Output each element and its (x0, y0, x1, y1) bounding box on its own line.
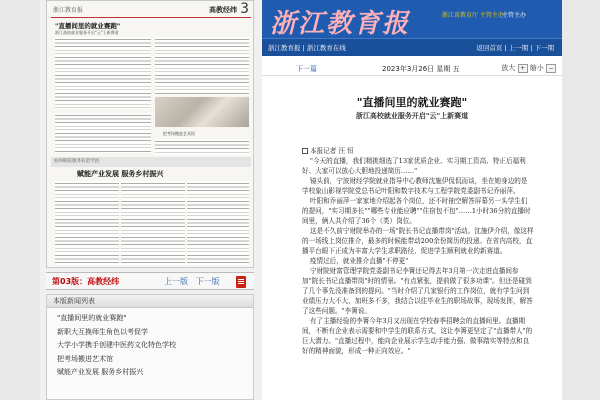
next-article-link[interactable]: 下一篇 (296, 65, 317, 73)
thumbnail-photo-caption[interactable]: 把考场搬进艺术馆 (163, 131, 195, 136)
thumbnail-logo: 浙江教育报 (53, 7, 84, 14)
zoom-controls (501, 63, 556, 73)
list-item[interactable]: 把考场搬进艺术馆 (57, 354, 113, 363)
article (262, 78, 562, 400)
article-paragraph: 这是不久前宁财院举办的一场"院长书记直播带岗"活动。沈施伊介绍，像这样的一场线上岗位推介，最多的时候能带动200余份简历的投递。在省内高校，直播平台眼下正成为丰富大学生求职路径、促进学生顺利就业的新赛道。 (302, 227, 534, 255)
article-byline (302, 146, 534, 156)
article-paragraph: 有了主播经验的李箐今年3月又出现在学校春季招聘会的直播间里。直播期间，不断有企业表示需要和中学生的联系方式，这让李箐更坚定了"直播带人"的巨大潜力。"直播过程中，能向企业展示学生动手能力强、做事踏实等特点和良好的精神面貌，形成一种正向效应。" (302, 317, 533, 355)
list-item[interactable]: 大学小学携手创建中医药文化特色学校 (57, 341, 176, 349)
byline-box-icon (302, 148, 308, 154)
zoom-in-label: 放大 (501, 64, 516, 72)
thumbnail-text-block (55, 113, 151, 153)
masthead-title: 浙江教育报 (270, 9, 411, 38)
article-list-heading: 本版新闻列表 (47, 295, 253, 308)
pdf-icon[interactable] (236, 276, 246, 288)
masthead-sponsor: 浙江省教育厅 主管主办 (442, 12, 504, 19)
list-item[interactable]: 赋能产业发展 服务乡村振兴 (57, 368, 144, 376)
thumbnail-text-block (155, 139, 249, 155)
prev-issue-link[interactable]: 上一期 (508, 44, 529, 52)
article-paragraph: 叶阳和乔丽萍一家家地介绍起各个岗位，还不时抽空解答屏幕另一头学生们的提问，"实习期多长""哪些专业能应聘""住宿包不包"……1小时36分的直播时间里，俩人共介绍了36个（类）岗位。 (302, 197, 531, 225)
article-paragraph: 疫情过后，就业推介直播"不停更" (309, 257, 409, 265)
list-item[interactable]: 新职大互换师生角色以考促学 (57, 327, 148, 336)
article-toolbar (262, 62, 562, 76)
article-paragraph: "今天的直播，我们精挑细选了13家优质企业、实习期工资高、特正后福利好、大家可以放心大胆地投递简历……" (302, 157, 526, 175)
thumbnail-text-block (155, 37, 249, 95)
issue-nav: 返回首页 | 上一期 | 下一期 (476, 44, 554, 52)
list-item[interactable]: "直播间里的就业赛跑" (57, 314, 127, 322)
pager-nav (164, 276, 220, 287)
current-page-label: 第03版：高教经纬 (52, 277, 120, 286)
masthead (262, 0, 562, 38)
left-panel (40, 0, 262, 400)
zoom-in-button[interactable]: + (518, 64, 528, 73)
reader-panel (262, 0, 562, 400)
zoom-out-button[interactable]: − (546, 64, 556, 73)
thumbnail-page-number: 3 (240, 1, 249, 17)
thumbnail-header (51, 1, 251, 18)
thumbnail-text-block (55, 37, 151, 109)
thumbnail-text-block (121, 181, 185, 265)
thumbnail-text-block (55, 181, 119, 265)
prev-page-link[interactable]: 上一版 (164, 277, 188, 286)
home-link[interactable]: 返回首页 (476, 44, 503, 52)
article-paragraph: 宁财院财富管理学院党委副书记李箐还记得去年3月第一次走进直播间参加"院长书记直播带岗"时的情景。"有点紧张，提前做了很多功课"。但还是碰到了几个事先没准备到的提问。"当时介绍了几家银行的工作岗位，就有学生问到业绩压力大不大、加班多不多，我结合以往毕业生的职场故事，现场发挥，解答了这些问题。"李箐说。 (302, 267, 533, 315)
article-title: "直播间里的就业赛跑" (356, 96, 468, 109)
thumbnail-banner: 杭州职院服务驻留学团 (51, 157, 251, 167)
thumbnail-text-block (187, 181, 249, 265)
thumbnail-section-label: 高教经纬 (209, 6, 237, 14)
zoom-out-label: 缩小 (529, 64, 544, 72)
nav-subbar (262, 38, 562, 56)
article-list (46, 294, 254, 400)
article-paragraph: 镜头前，宁波财经学院就业指导中心教师沈施伊侃侃而谈，坐在她身边的是学校象山影视学院党总书记叶阳和数字技术与工程学院党委副书记乔丽萍。 (302, 177, 528, 195)
thumbnail-lead-subtitle: 浙江高校就业服务开启"云"上新赛道 (55, 30, 119, 35)
byline-text: 本报记者 汪 恒 (310, 147, 354, 155)
masthead-publisher: 主管主办 (502, 12, 527, 19)
next-issue-link[interactable]: 下一期 (534, 44, 554, 52)
issue-date: 2023年3月26日 星期 五 (382, 65, 460, 73)
page-thumbnail[interactable] (46, 0, 254, 268)
thumbnail-photo (155, 97, 249, 127)
thumbnail-lead-title[interactable]: "直播间里的就业赛跑" (55, 22, 121, 30)
article-subtitle: 浙江高校就业服务开启"云"上新赛道 (355, 112, 469, 120)
thumbnail-sub-heading[interactable]: 赋能产业发展 服务乡村振兴 (77, 170, 164, 178)
page-pager (46, 272, 254, 290)
site-links[interactable]: 浙江教育报 | 浙江教育在线 (268, 44, 346, 52)
next-page-link[interactable]: 下一版 (195, 277, 220, 286)
article-body (302, 146, 534, 356)
